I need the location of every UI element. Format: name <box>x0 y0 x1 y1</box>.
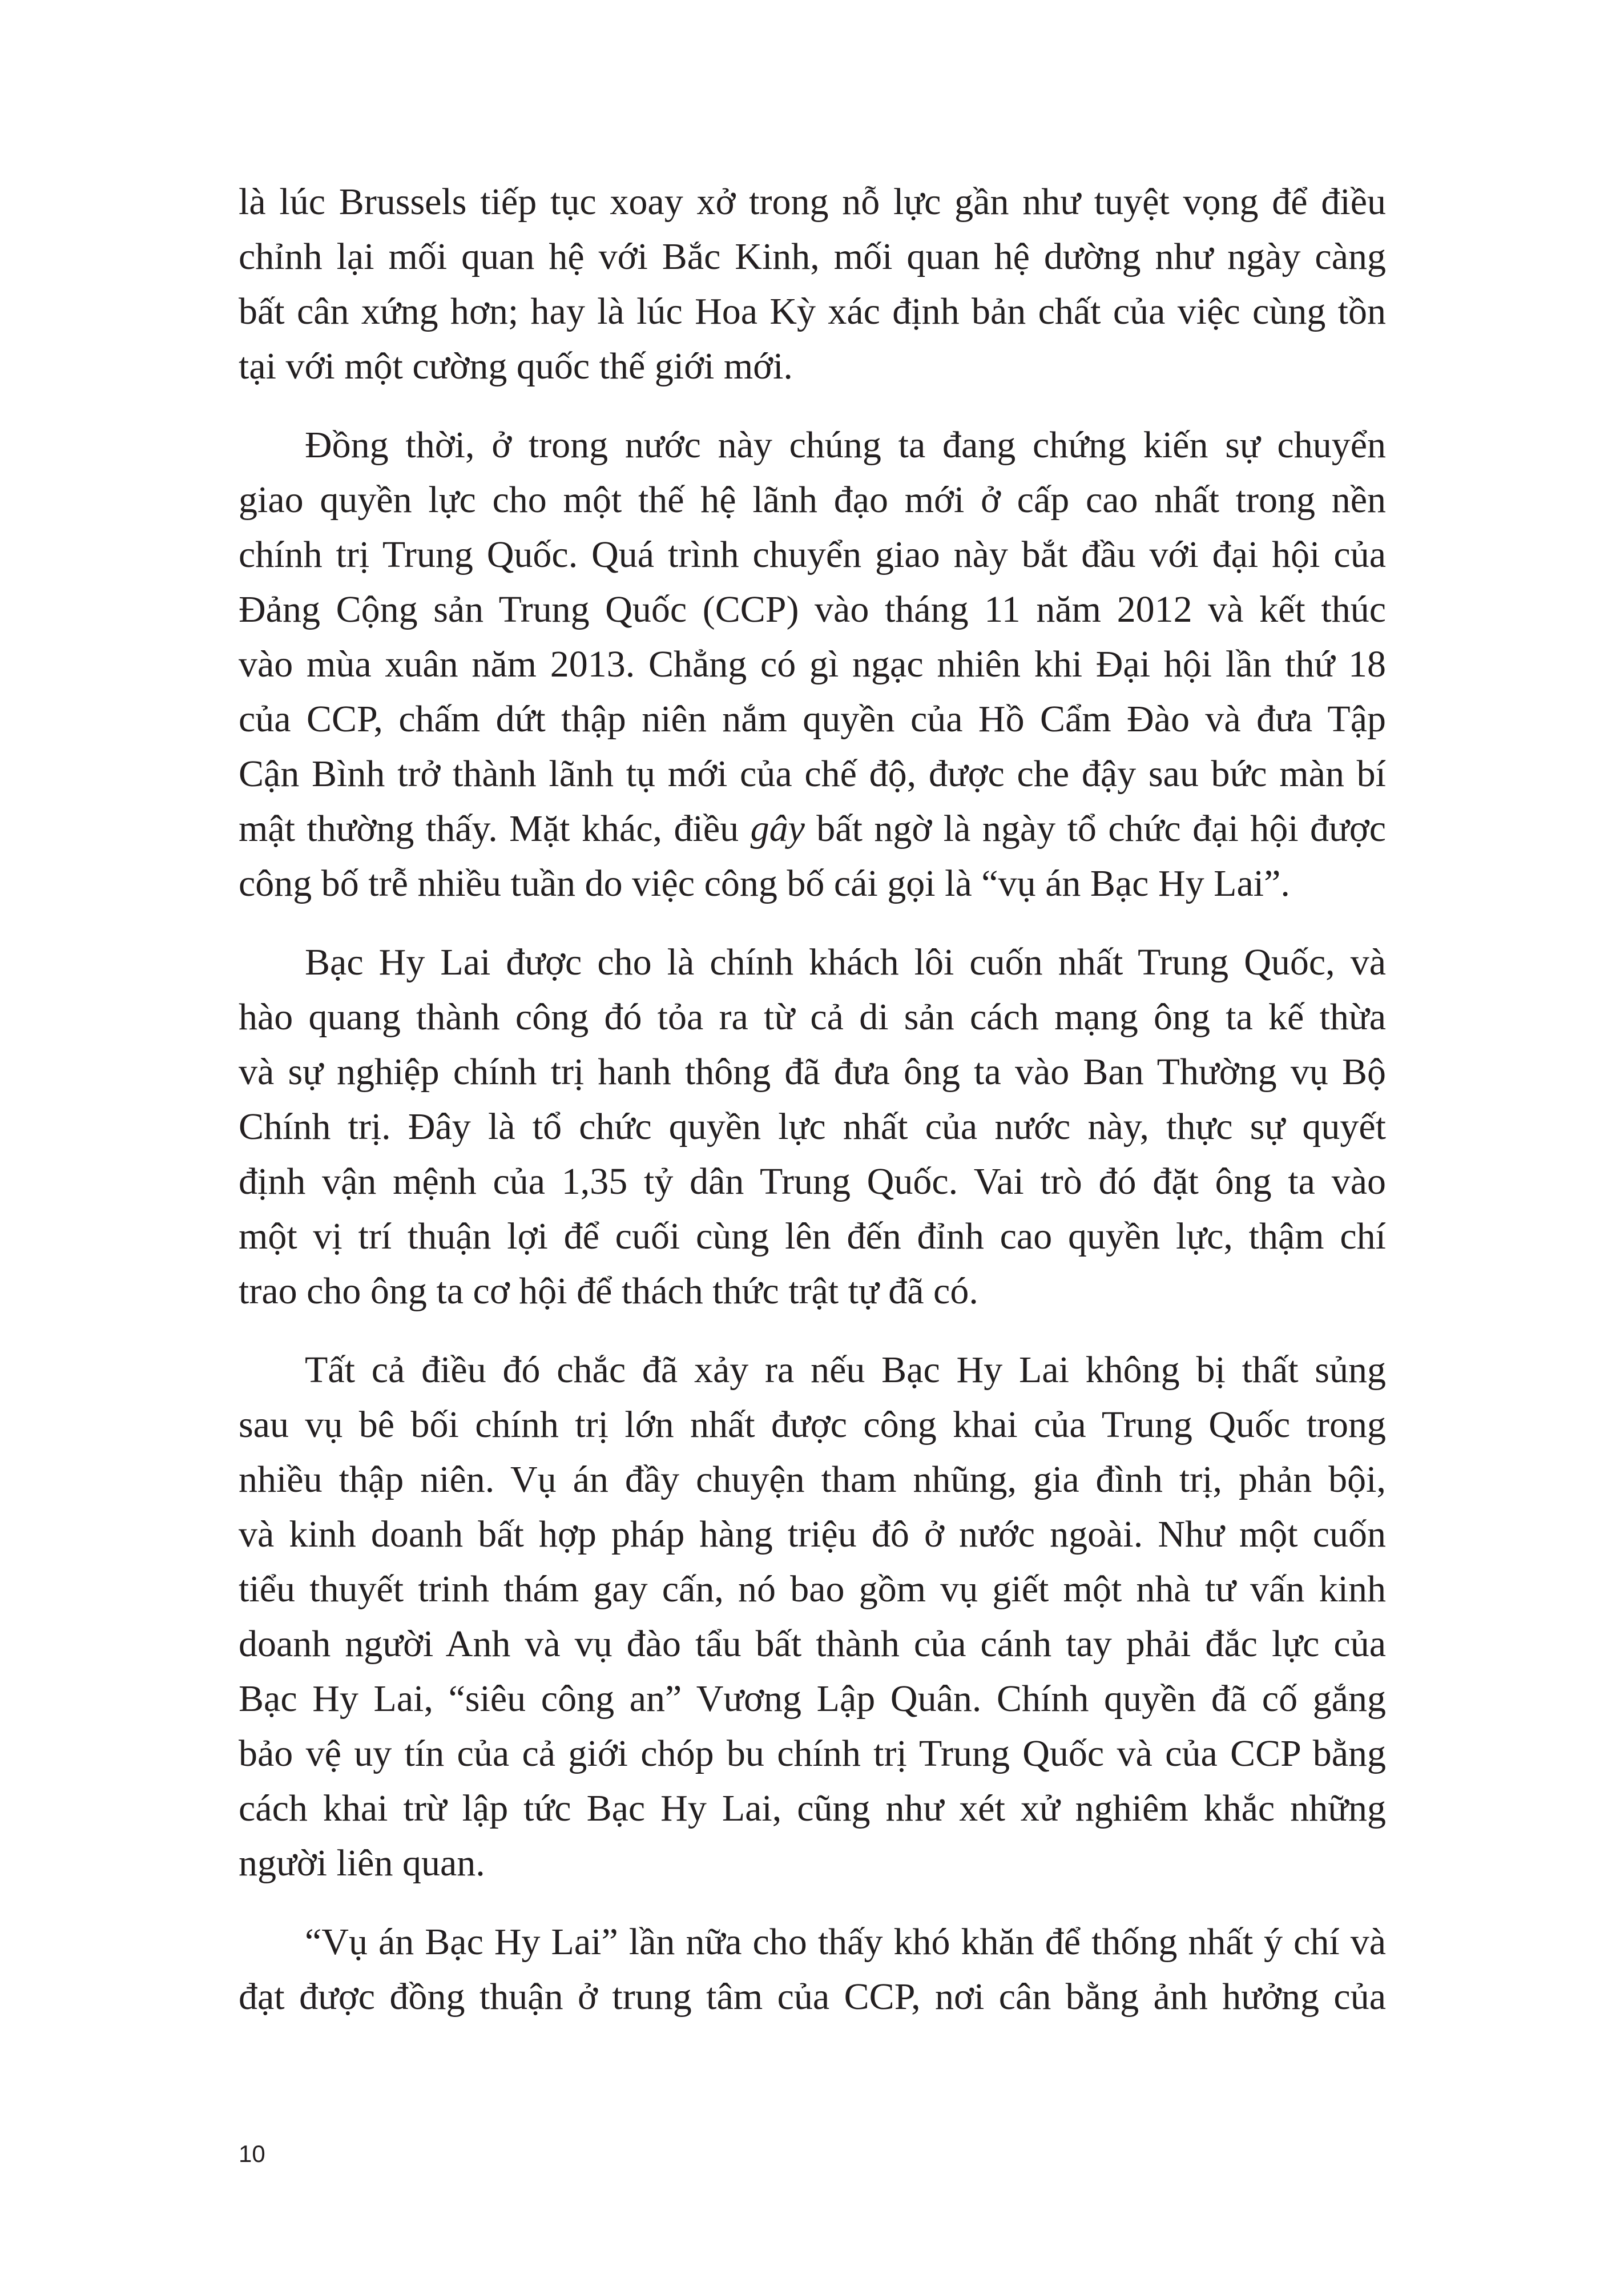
text-line: bảo vệ uy tín của cả giới chóp bu chính trị Trung Quốc và của CCP bằng <box>239 1733 1386 1774</box>
text-line: của CCP, chấm dứt thập niên nắm quyền của Hồ Cẩm Đào và đưa Tập <box>239 698 1386 740</box>
text-line: và sự nghiệp chính trị hanh thông đã đưa ông ta vào Ban Thường vụ Bộ <box>239 1051 1386 1093</box>
text-line: Tất cả điều đó chắc đã xảy ra nếu Bạc Hy Lai không bị thất sủng <box>305 1349 1386 1391</box>
text-line: chính trị Trung Quốc. Quá trình chuyển giao này bắt đầu với đại hội của <box>239 534 1386 575</box>
text-line: Cận Bình trở thành lãnh tụ mới của chế độ, được che đậy sau bức màn bí <box>239 753 1386 795</box>
text-line: cách khai trừ lập tức Bạc Hy Lai, cũng như xét xử nghiêm khắc những <box>239 1787 1386 1829</box>
text-line: nhiều thập niên. Vụ án đầy chuyện tham nhũng, gia đình trị, phản bội, <box>239 1459 1386 1500</box>
page-number: 10 <box>239 2140 265 2167</box>
text-line: Đảng Cộng sản Trung Quốc (CCP) vào tháng 11 năm 2012 và kết thúc <box>239 589 1386 630</box>
body-text <box>239 175 1386 2024</box>
text-line: chỉnh lại mối quan hệ với Bắc Kinh, mối quan hệ dường như ngày càng <box>239 236 1386 277</box>
text-line: Chính trị. Đây là tổ chức quyền lực nhất của nước này, thực sự quyết <box>239 1106 1386 1148</box>
text-line: vào mùa xuân năm 2013. Chẳng có gì ngạc nhiên khi Đại hội lần thứ 18 <box>239 643 1386 685</box>
text-line: người liên quan. <box>239 1842 485 1884</box>
text-line: công bố trễ nhiều tuần do việc công bố cái gọi là “vụ án Bạc Hy Lai”. <box>239 863 1290 904</box>
text-line: Bạc Hy Lai, “siêu công an” Vương Lập Quân. Chính quyền đã cố gắng <box>239 1678 1386 1720</box>
text-line: mật thường thấy. Mặt khác, điều gây bất ngờ là ngày tổ chức đại hội được <box>239 808 1386 849</box>
text-line: “Vụ án Bạc Hy Lai” lần nữa cho thấy khó khăn để thống nhất ý chí và <box>305 1921 1386 1963</box>
text-line: và kinh doanh bất hợp pháp hàng triệu đô ở nước ngoài. Như một cuốn <box>239 1513 1386 1555</box>
text-line: một vị trí thuận lợi để cuối cùng lên đến đỉnh cao quyền lực, thậm chí <box>239 1215 1386 1257</box>
text-line: Đồng thời, ở trong nước này chúng ta đang chứng kiến sự chuyển <box>305 424 1386 466</box>
text-line: doanh người Anh và vụ đào tẩu bất thành của cánh tay phải đắc lực của <box>239 1623 1386 1665</box>
text-line: đạt được đồng thuận ở trung tâm của CCP, nơi cân bằng ảnh hưởng của <box>239 1976 1386 2018</box>
text-line: định vận mệnh của 1,35 tỷ dân Trung Quốc. Vai trò đó đặt ông ta vào <box>239 1161 1386 1202</box>
text-line: Bạc Hy Lai được cho là chính khách lôi cuốn nhất Trung Quốc, và <box>305 941 1386 983</box>
text-line: trao cho ông ta cơ hội để thách thức trật tự đã có. <box>239 1270 978 1312</box>
text-line: tại với một cường quốc thế giới mới. <box>239 345 793 387</box>
text-line: sau vụ bê bối chính trị lớn nhất được công khai của Trung Quốc trong <box>239 1404 1386 1446</box>
text-line: giao quyền lực cho một thế hệ lãnh đạo mới ở cấp cao nhất trong nền <box>239 479 1386 521</box>
text-line: hào quang thành công đó tỏa ra từ cả di sản cách mạng ông ta kế thừa <box>239 996 1386 1038</box>
text-line: tiểu thuyết trinh thám gay cấn, nó bao gồm vụ giết một nhà tư vấn kinh <box>239 1568 1386 1610</box>
text-line: là lúc Brussels tiếp tục xoay xở trong nỗ lực gần như tuyệt vọng để điều <box>239 181 1386 223</box>
text-line: bất cân xứng hơn; hay là lúc Hoa Kỳ xác định bản chất của việc cùng tồn <box>239 291 1386 332</box>
